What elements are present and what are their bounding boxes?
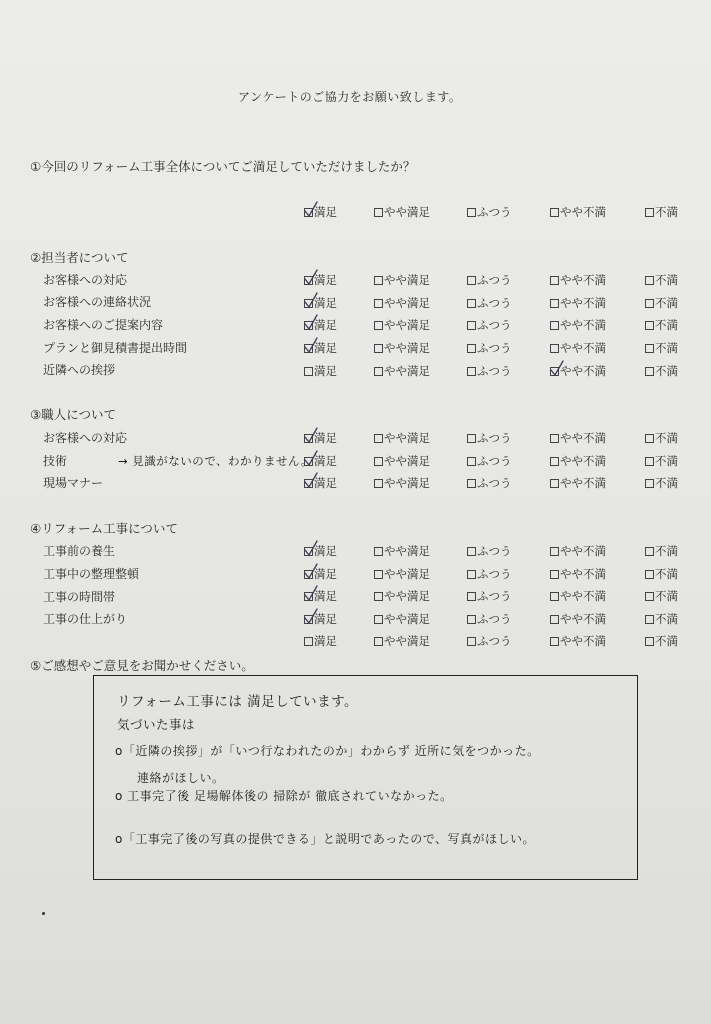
option-label: やや不満 [560,273,606,287]
q2-item-label: 近隣への挨拶 [43,363,116,377]
checkbox[interactable] [550,570,559,579]
survey-title: アンケートのご協力をお願い致します。 [238,90,462,104]
rating-option[interactable] [467,430,512,446]
checkbox[interactable] [304,615,313,624]
q3-item-label: 技術 [43,454,68,468]
checkbox[interactable] [304,208,313,217]
checkbox[interactable] [374,479,383,488]
rating-option[interactable] [374,272,430,288]
q1-heading: ①今回のリフォーム工事全体についてご満足していただけましたか？ [30,159,416,174]
option-label: 満足 [314,612,337,626]
check-mark-icon [549,360,565,378]
option-label: 満足 [314,476,337,490]
rating-option[interactable] [304,588,337,604]
check-mark-icon [303,450,319,468]
rating-option[interactable] [645,611,678,627]
option-label: 満足 [314,273,337,287]
rating-option[interactable] [645,317,678,333]
checkbox[interactable] [645,637,654,646]
option-label: やや満足 [384,634,430,648]
checkbox[interactable] [550,367,559,376]
checkbox[interactable] [304,276,313,285]
rating-option[interactable] [645,566,678,582]
check-mark-icon [303,269,319,287]
checkbox[interactable] [645,592,654,601]
checkbox[interactable] [374,570,383,579]
checkbox[interactable] [374,321,383,330]
rating-option[interactable] [645,295,678,311]
rating-option[interactable] [304,363,337,379]
checkbox[interactable] [304,570,313,579]
rating-option[interactable] [304,204,337,220]
rating-option[interactable] [550,588,606,604]
option-label: ふつう [477,634,512,648]
checkbox[interactable] [645,615,654,624]
checkbox[interactable] [374,434,383,443]
option-label: 満足 [314,364,337,378]
rating-option[interactable] [645,475,678,491]
checkbox[interactable] [467,321,476,330]
option-label: 満足 [314,634,337,648]
checkbox[interactable] [467,344,476,353]
rating-option[interactable] [304,453,337,469]
checkbox[interactable] [645,457,654,466]
option-label: 満足 [314,589,337,603]
checkbox[interactable] [645,344,654,353]
q4-item-label: 工事前の養生 [43,544,116,558]
option-label: やや不満 [560,612,606,626]
rating-option[interactable] [467,317,512,333]
option-label: やや不満 [560,476,606,490]
checkbox[interactable] [467,637,476,646]
checkbox[interactable] [645,208,654,217]
checkbox[interactable] [550,276,559,285]
rating-option[interactable] [374,204,430,220]
rating-option[interactable] [374,295,430,311]
option-label: 不満 [655,634,678,648]
option-label: やや不満 [560,634,606,648]
checkbox[interactable] [467,299,476,308]
option-label: ふつう [477,296,512,310]
rating-option[interactable] [304,430,337,446]
checkbox[interactable] [550,592,559,601]
rating-option[interactable] [374,633,430,649]
rating-option[interactable] [374,453,430,469]
q3-heading: ③職人について [30,407,116,422]
comment-line: リフォーム工事には 満足しています。 [117,694,359,710]
checkbox[interactable] [304,592,313,601]
option-label: やや満足 [384,544,430,558]
checkbox[interactable] [374,276,383,285]
checkbox[interactable] [467,457,476,466]
rating-option[interactable] [467,272,512,288]
option-label: 不満 [655,341,678,355]
rating-option[interactable] [645,204,678,220]
rating-option[interactable] [645,430,678,446]
option-label: 不満 [655,454,678,468]
option-label: やや満足 [384,454,430,468]
rating-option[interactable] [550,340,606,356]
option-label: 不満 [655,364,678,378]
option-label: 満足 [314,567,337,581]
option-label: ふつう [477,364,512,378]
comment-line: 気づいた事は [117,717,196,732]
rating-option[interactable] [304,340,337,356]
option-label: やや不満 [560,567,606,581]
option-label: ふつう [477,205,512,219]
option-label: やや満足 [384,273,430,287]
checkbox[interactable] [550,457,559,466]
rating-option[interactable] [374,566,430,582]
check-mark-icon [303,314,319,332]
checkbox[interactable] [550,547,559,556]
check-mark-icon [303,540,319,558]
check-mark-icon [303,337,319,355]
rating-option[interactable] [645,363,678,379]
checkbox[interactable] [304,367,313,376]
rating-option[interactable] [550,611,606,627]
option-label: やや満足 [384,205,430,219]
q2-heading: ②担当者について [30,250,129,265]
checkbox[interactable] [467,547,476,556]
option-label: やや満足 [384,341,430,355]
checkbox[interactable] [467,615,476,624]
rating-option[interactable] [550,430,606,446]
rating-option[interactable] [374,611,430,627]
rating-option[interactable] [374,588,430,604]
check-mark-icon [303,585,319,603]
option-label: やや満足 [384,296,430,310]
checkbox[interactable] [550,208,559,217]
rating-option[interactable] [374,340,430,356]
checkbox[interactable] [304,434,313,443]
option-label: 不満 [655,296,678,310]
rating-option[interactable] [645,633,678,649]
checkbox[interactable] [467,276,476,285]
q4-item-label: 工事の仕上がり [43,612,128,626]
checkbox[interactable] [645,547,654,556]
checkbox[interactable] [550,321,559,330]
option-label: ふつう [477,567,512,581]
option-label: やや不満 [560,454,606,468]
checkbox[interactable] [374,637,383,646]
q3-item-label: 現場マナー [43,476,104,490]
rating-option[interactable] [374,543,430,559]
ink-dot [42,912,45,915]
checkbox[interactable] [304,637,313,646]
rating-option[interactable] [374,430,430,446]
q5-heading: ⑤ご感想やご意見をお聞かせください。 [30,658,254,673]
rating-option[interactable] [550,453,606,469]
option-label: ふつう [477,544,512,558]
option-label: やや満足 [384,476,430,490]
option-label: 不満 [655,318,678,332]
checkbox[interactable] [550,479,559,488]
checkbox[interactable] [467,592,476,601]
option-label: 満足 [314,454,337,468]
q4-heading: ④リフォーム工事について [30,521,178,536]
checkbox[interactable] [467,479,476,488]
rating-option[interactable] [550,295,606,311]
checkbox[interactable] [550,637,559,646]
option-label: やや不満 [560,364,606,378]
option-label: ふつう [477,341,512,355]
q2-item-label: お客様への連絡状況 [43,295,152,309]
check-mark-icon [303,201,319,219]
checkbox[interactable] [467,434,476,443]
option-label: やや不満 [560,589,606,603]
option-label: ふつう [477,273,512,287]
rating-option[interactable] [467,295,512,311]
option-label: やや不満 [560,296,606,310]
option-label: 不満 [655,273,678,287]
option-label: 不満 [655,205,678,219]
rating-option[interactable] [645,588,678,604]
q2-item-label: お客様への対応 [43,273,128,287]
rating-option[interactable] [467,543,512,559]
option-label: やや満足 [384,567,430,581]
checkbox[interactable] [304,321,313,330]
q4-item-label: 工事中の整理整頓 [43,567,140,581]
option-label: ふつう [477,612,512,626]
checkbox[interactable] [550,344,559,353]
check-mark-icon [303,427,319,445]
rating-option[interactable] [550,204,606,220]
option-label: 満足 [314,296,337,310]
option-label: ふつう [477,476,512,490]
option-label: やや不満 [560,205,606,219]
option-label: 不満 [655,612,678,626]
rating-option[interactable] [550,317,606,333]
checkbox[interactable] [550,434,559,443]
checkbox[interactable] [645,321,654,330]
check-mark-icon [303,563,319,581]
rating-option[interactable] [467,204,512,220]
checkbox[interactable] [374,457,383,466]
rating-option[interactable] [374,317,430,333]
option-label: 不満 [655,431,678,445]
checkbox[interactable] [304,344,313,353]
checkbox[interactable] [467,208,476,217]
checkbox[interactable] [550,299,559,308]
option-label: やや不満 [560,431,606,445]
rating-option[interactable] [467,566,512,582]
q4-item-label: 工事の時間帯 [43,590,116,604]
checkbox[interactable] [645,434,654,443]
option-label: ふつう [477,431,512,445]
rating-option[interactable] [550,566,606,582]
rating-option[interactable] [550,363,606,379]
rating-option[interactable] [374,475,430,491]
checkbox[interactable] [374,615,383,624]
checkbox[interactable] [374,344,383,353]
option-label: ふつう [477,454,512,468]
option-label: やや不満 [560,341,606,355]
rating-option[interactable] [645,340,678,356]
option-label: 満足 [314,205,337,219]
checkbox[interactable] [645,299,654,308]
check-mark-icon [303,292,319,310]
option-label: 不満 [655,476,678,490]
check-mark-icon [303,608,319,626]
rating-option[interactable] [550,475,606,491]
rating-option[interactable] [304,272,337,288]
checkbox[interactable] [304,547,313,556]
q2-item-label: お客様へのご提案内容 [43,318,164,332]
rating-option[interactable] [304,475,337,491]
rating-option[interactable] [467,611,512,627]
checkbox[interactable] [304,457,313,466]
option-label: やや満足 [384,589,430,603]
option-label: やや満足 [384,612,430,626]
checkbox[interactable] [374,208,383,217]
rating-option[interactable] [645,272,678,288]
rating-option[interactable] [645,543,678,559]
checkbox[interactable] [645,479,654,488]
option-label: 不満 [655,544,678,558]
rating-option[interactable] [467,588,512,604]
rating-option[interactable] [304,543,337,559]
rating-option[interactable] [304,566,337,582]
handwritten-note-technique: → 見識がないので、わかりません。 [118,454,313,468]
comment-line: 連絡がほしい。 [137,771,225,785]
option-label: 満足 [314,318,337,332]
checkbox[interactable] [374,592,383,601]
checkbox[interactable] [467,570,476,579]
checkbox[interactable] [304,299,313,308]
option-label: やや不満 [560,318,606,332]
rating-option[interactable] [304,317,337,333]
checkbox[interactable] [645,276,654,285]
checkbox[interactable] [550,615,559,624]
rating-option[interactable] [550,633,606,649]
rating-option[interactable] [467,340,512,356]
option-label: 満足 [314,544,337,558]
option-label: 満足 [314,341,337,355]
rating-option[interactable] [304,611,337,627]
check-mark-icon [303,472,319,490]
q3-item-label: お客様への対応 [43,431,128,445]
rating-option[interactable] [467,475,512,491]
checkbox[interactable] [645,367,654,376]
comment-line: o 工事完了後 足場解体後の 掃除が 徹底されていなかった。 [115,789,453,803]
rating-option[interactable] [374,363,430,379]
checkbox[interactable] [467,367,476,376]
q2-item-label: プランと御見積書提出時間 [43,341,188,355]
rating-option[interactable] [550,272,606,288]
rating-option[interactable] [304,633,337,649]
option-label: 不満 [655,567,678,581]
comment-line: o「近隣の挨拶」が「いつ行なわれたのか」わからず 近所に気をつかった。 [115,744,540,758]
option-label: 満足 [314,431,337,445]
option-label: やや不満 [560,544,606,558]
checkbox[interactable] [374,299,383,308]
comment-line: o「工事完了後の写真の提供できる」と説明であったので、写真がほしい。 [115,832,535,846]
rating-option[interactable] [645,453,678,469]
checkbox[interactable] [374,367,383,376]
rating-option[interactable] [304,295,337,311]
rating-option[interactable] [467,633,512,649]
option-label: ふつう [477,589,512,603]
rating-option[interactable] [550,543,606,559]
checkbox[interactable] [304,479,313,488]
checkbox[interactable] [374,547,383,556]
option-label: ふつう [477,318,512,332]
option-label: やや満足 [384,431,430,445]
rating-option[interactable] [467,453,512,469]
option-label: やや満足 [384,318,430,332]
option-label: やや満足 [384,364,430,378]
option-label: 不満 [655,589,678,603]
rating-option[interactable] [467,363,512,379]
checkbox[interactable] [645,570,654,579]
